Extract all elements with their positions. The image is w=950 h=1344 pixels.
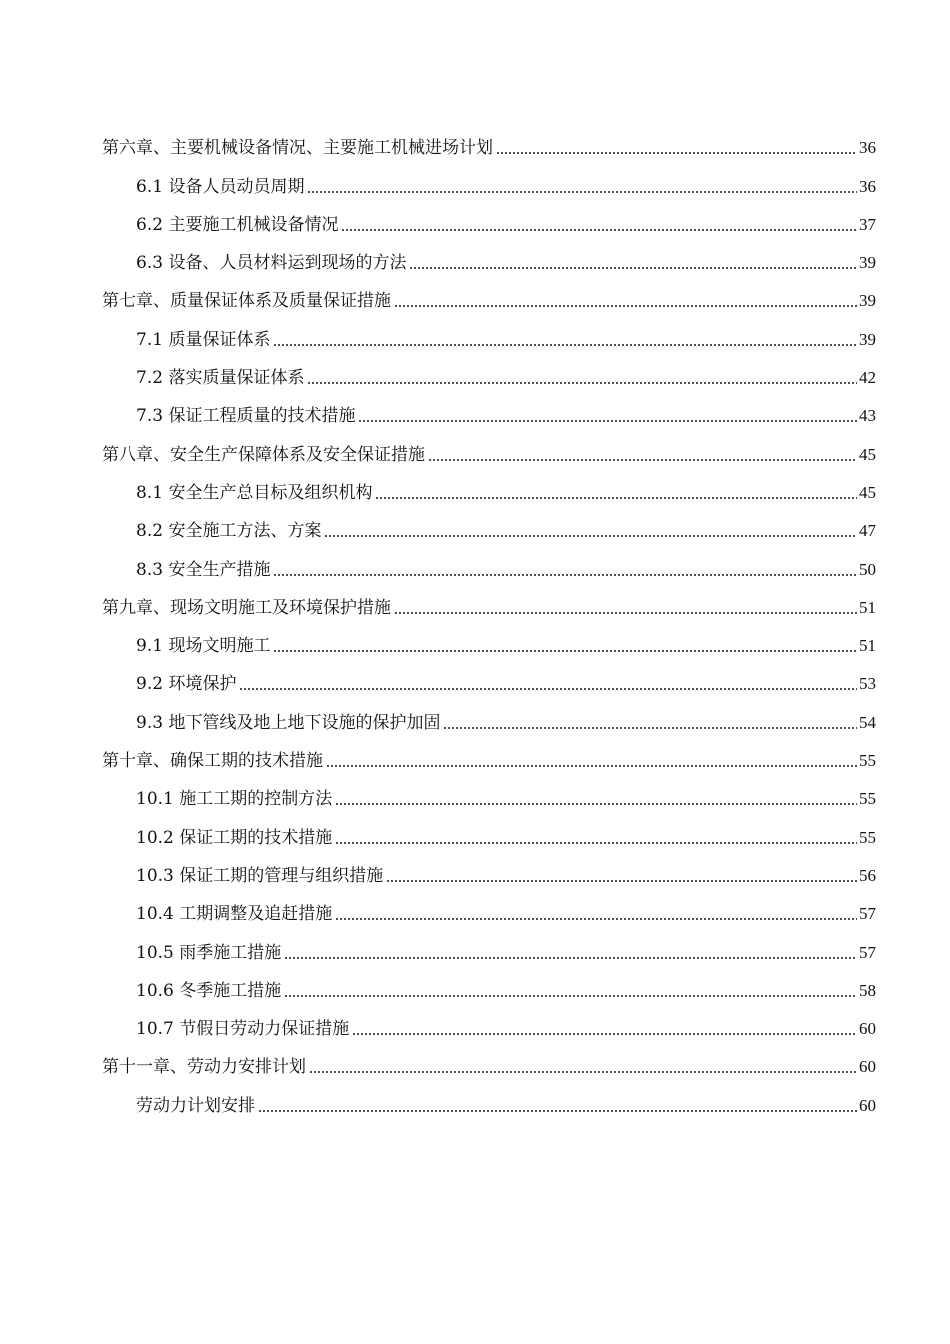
toc-entry-page-number: 55	[859, 827, 876, 847]
dot-leader	[273, 344, 857, 346]
toc-entry-page-number: 45	[859, 482, 876, 502]
toc-entry-page-number: 45	[859, 444, 876, 464]
toc-entry-7-2[interactable]	[102, 350, 876, 388]
toc-entry-10-3[interactable]	[102, 848, 876, 886]
toc-entry-title: 10.7 节假日劳动力保证措施	[136, 1019, 350, 1040]
toc-entry-page-number: 54	[859, 712, 876, 732]
dot-leader	[335, 918, 857, 920]
dot-leader	[341, 229, 857, 231]
toc-entry-title: 7.1 质量保证体系	[136, 329, 271, 350]
dot-leader	[375, 497, 857, 499]
toc-entry-chapter-11[interactable]	[102, 1039, 876, 1077]
dot-leader	[394, 612, 857, 614]
toc-entry-title: 10.3 保证工期的管理与组织措施	[136, 865, 384, 886]
toc-entry-title: 7.3 保证工程质量的技术措施	[136, 406, 356, 427]
dot-leader	[307, 382, 857, 384]
toc-entry-page-number: 51	[859, 597, 876, 617]
dot-leader	[307, 191, 857, 193]
toc-entry-8-1[interactable]	[102, 465, 876, 503]
toc-entry-page-number: 56	[859, 865, 876, 885]
toc-entry-page-number: 39	[859, 253, 876, 273]
toc-entry-chapter-7[interactable]	[102, 273, 876, 311]
toc-entry-title: 第十一章、劳动力安排计划	[102, 1057, 306, 1078]
toc-entry-page-number: 37	[859, 214, 876, 234]
toc-entry-page-number: 36	[859, 138, 876, 158]
toc-entry-title: 6.2 主要施工机械设备情况	[136, 214, 339, 235]
toc-entry-page-number: 47	[859, 521, 876, 541]
dot-leader	[284, 957, 857, 959]
dot-leader	[386, 880, 857, 882]
toc-entry-title: 8.3 安全生产措施	[136, 559, 271, 580]
toc-entry-title: 10.5 雨季施工措施	[136, 942, 282, 963]
toc-entry-page-number: 43	[859, 406, 876, 426]
toc-entry-title: 8.2 安全施工方法、方案	[136, 521, 322, 542]
dot-leader	[324, 535, 857, 537]
toc-entry-title: 9.3 地下管线及地上地下设施的保护加固	[136, 712, 441, 733]
dot-leader	[326, 765, 857, 767]
toc-entry-title: 9.2 环境保护	[136, 674, 237, 695]
toc-entry-title: 第九章、现场文明施工及环境保护措施	[102, 597, 391, 618]
toc-entry-9-2[interactable]	[102, 656, 876, 694]
toc-entry-page-number: 57	[859, 942, 876, 962]
toc-entry-page-number: 39	[859, 329, 876, 349]
toc-entry-page-number: 58	[859, 980, 876, 1000]
toc-entry-title: 6.3 设备、人员材料运到现场的方法	[136, 253, 407, 274]
toc-entry-page-number: 42	[859, 368, 876, 388]
toc-entry-page-number: 57	[859, 904, 876, 924]
toc-entry-7-1[interactable]	[102, 311, 876, 349]
dot-leader	[335, 803, 857, 805]
toc-entry-page-number: 51	[859, 636, 876, 656]
toc-entry-page-number: 55	[859, 751, 876, 771]
toc-entry-title: 第六章、主要机械设备情况、主要施工机械进场计划	[102, 138, 493, 159]
toc-entry-title: 第十章、确保工期的技术措施	[102, 751, 323, 772]
toc-entry-chapter-10[interactable]	[102, 733, 876, 771]
dot-leader	[394, 305, 857, 307]
toc-entry-10-7[interactable]	[102, 1001, 876, 1039]
dot-leader	[258, 1110, 857, 1112]
toc-entry-9-1[interactable]	[102, 618, 876, 656]
table-of-contents	[102, 120, 876, 1116]
dot-leader	[309, 1071, 857, 1073]
toc-entry-10-1[interactable]	[102, 771, 876, 809]
dot-leader	[284, 995, 857, 997]
toc-entry-page-number: 53	[859, 674, 876, 694]
toc-entry-page-number: 60	[859, 1019, 876, 1039]
dot-leader	[443, 727, 857, 729]
dot-leader	[273, 650, 857, 652]
dot-leader	[409, 267, 857, 269]
dot-leader	[335, 842, 857, 844]
toc-entry-title: 第八章、安全生产保障体系及安全保证措施	[102, 444, 425, 465]
toc-entry-title: 7.2 落实质量保证体系	[136, 368, 305, 389]
toc-entry-9-3[interactable]	[102, 694, 876, 732]
toc-entry-6-3[interactable]	[102, 235, 876, 273]
toc-entry-6-1[interactable]	[102, 158, 876, 196]
toc-entry-page-number: 60	[859, 1095, 876, 1115]
toc-entry-7-3[interactable]	[102, 388, 876, 426]
toc-entry-chapter-6[interactable]	[102, 120, 876, 158]
toc-entry-title: 10.6 冬季施工措施	[136, 980, 282, 1001]
toc-entry-10-5[interactable]	[102, 924, 876, 962]
toc-entry-chapter-8[interactable]	[102, 426, 876, 464]
toc-entry-10-2[interactable]	[102, 809, 876, 847]
toc-entry-title: 6.1 设备人员动员周期	[136, 176, 305, 197]
dot-leader	[358, 420, 857, 422]
toc-entry-page-number: 60	[859, 1057, 876, 1077]
dot-leader	[496, 152, 857, 154]
toc-entry-labor-plan[interactable]	[102, 1077, 876, 1115]
toc-entry-page-number: 55	[859, 789, 876, 809]
toc-entry-title: 10.1 施工工期的控制方法	[136, 789, 333, 810]
toc-entry-title: 10.4 工期调整及追赶措施	[136, 904, 333, 925]
dot-leader	[273, 574, 857, 576]
dot-leader	[352, 1033, 857, 1035]
toc-entry-page-number: 50	[859, 559, 876, 579]
toc-entry-6-2[interactable]	[102, 197, 876, 235]
toc-entry-title: 10.2 保证工期的技术措施	[136, 827, 333, 848]
toc-entry-10-6[interactable]	[102, 963, 876, 1001]
toc-entry-8-2[interactable]	[102, 503, 876, 541]
toc-entry-page-number: 36	[859, 176, 876, 196]
toc-entry-title: 8.1 安全生产总目标及组织机构	[136, 482, 373, 503]
toc-entry-chapter-9[interactable]	[102, 580, 876, 618]
toc-entry-title: 劳动力计划安排	[136, 1095, 255, 1116]
toc-entry-page-number: 39	[859, 291, 876, 311]
toc-entry-8-3[interactable]	[102, 541, 876, 579]
dot-leader	[239, 688, 857, 690]
dot-leader	[428, 459, 857, 461]
toc-entry-10-4[interactable]	[102, 886, 876, 924]
toc-entry-title: 第七章、质量保证体系及质量保证措施	[102, 291, 391, 312]
toc-entry-title: 9.1 现场文明施工	[136, 636, 271, 657]
